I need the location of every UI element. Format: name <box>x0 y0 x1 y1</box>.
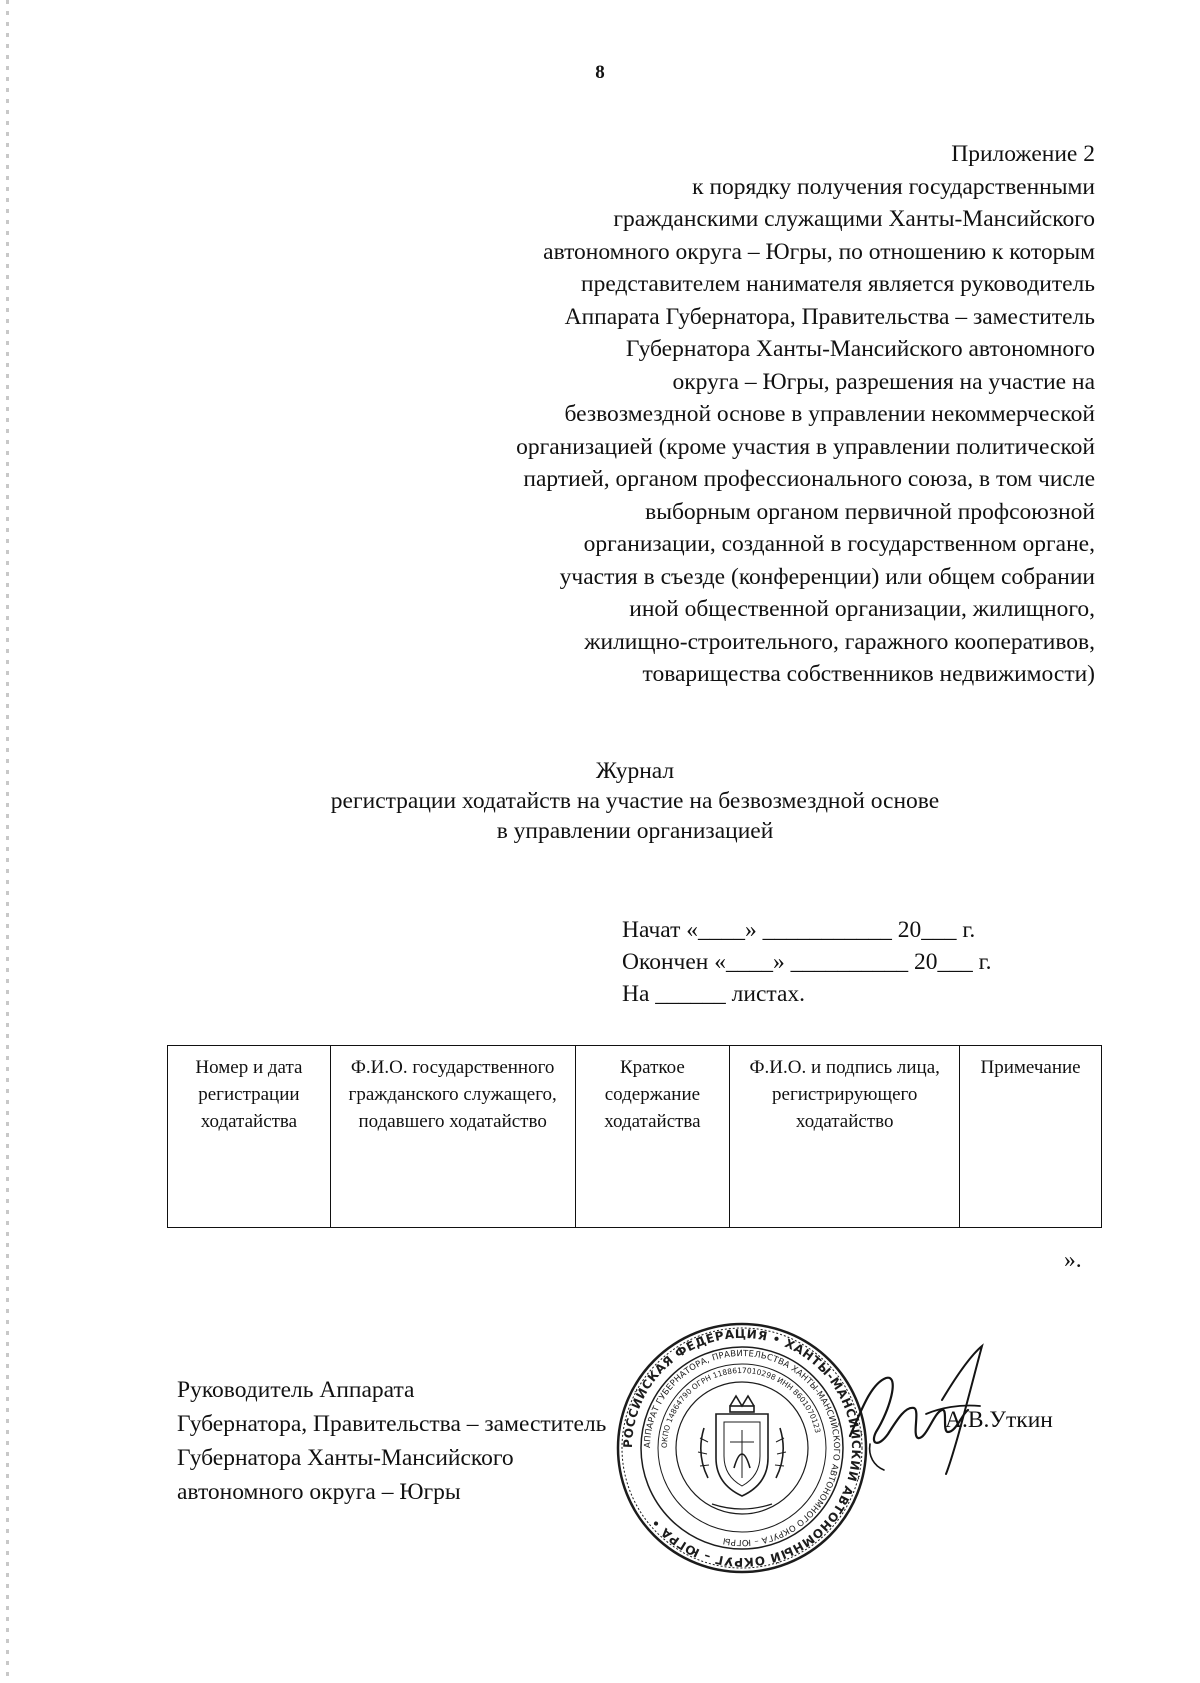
appendix-line: безвозмездной основе в управлении некоммерческой <box>564 401 1095 427</box>
appendix-line: партией, органом профессионального союза, в том числе <box>523 466 1095 492</box>
appendix-line: к порядку получения государственными <box>692 173 1095 200</box>
table-header-row <box>168 1046 1102 1228</box>
title-line: в управлении организацией <box>496 818 774 844</box>
appendix-line: иной общественной организации, жилищного, <box>629 596 1095 622</box>
page-number: 8 <box>595 62 605 83</box>
column-header: Краткое содержание ходатайства <box>575 1046 730 1228</box>
column-header: Примечание <box>960 1046 1102 1228</box>
coat-of-arms-icon <box>698 1396 786 1509</box>
column-header: Ф.И.О. и подпись лица, регистрирующего ходатайство <box>730 1046 960 1228</box>
appendix-line: выборным органом первичной профсоюзной <box>645 498 1095 525</box>
seal-inner-text: ОКПО 14864790 ОГРН 1188617010298 ИНН 8601070123 <box>659 1365 823 1449</box>
appendix-header <box>516 138 1095 691</box>
signatory-line: автономного округа – Югры <box>177 1479 461 1505</box>
appendix-line: участия в съезде (конференции) или общем собрании <box>559 563 1095 590</box>
journal-meta <box>622 914 991 1010</box>
signatory-line: Губернатора, Правительства – заместитель <box>177 1411 607 1437</box>
column-header: Номер и дата регистрации ходатайства <box>168 1046 331 1228</box>
seal-outer-text: РОССИЙСКАЯ ФЕДЕРАЦИЯ • ХАНТЫ-МАНСИЙСКИЙ АВТОНОМНЫЙ ОКРУГ – ЮГРА • <box>620 1326 864 1570</box>
column-header: Ф.И.О. государственного гражданского служащего, подавшего ходатайство <box>330 1046 575 1228</box>
appendix-line: представителем нанимателя является руководитель <box>581 271 1095 297</box>
appendix-line: жилищно-строительного, гаражного кооперативов, <box>584 628 1095 655</box>
title-line: регистрации ходатайств на участие на безвозмездной основе <box>330 788 940 814</box>
closing-quote-mark: ». <box>1064 1247 1082 1273</box>
registration-table <box>167 1045 1102 1228</box>
appendix-line: товарищества собственников недвижимости) <box>642 661 1095 687</box>
appendix-line: гражданскими служащими Ханты-Мансийского <box>613 206 1095 232</box>
journal-sheets: На ______ листах. <box>622 981 805 1007</box>
signatory-line: Руководитель Аппарата <box>177 1377 415 1403</box>
journal-started: Начат «____» ___________ 20___ г. <box>622 917 976 943</box>
appendix-line: Губернатора Ханты-Мансийского автономного <box>625 336 1095 362</box>
signer-name: А.В.Уткин <box>945 1407 1053 1433</box>
appendix-line: автономного округа – Югры, по отношению к которым <box>543 238 1095 265</box>
appendix-line: организацией (кроме участия в управлении политической <box>516 433 1095 460</box>
appendix-line: Аппарата Губернатора, Правительства – заместитель <box>564 303 1095 330</box>
seal-middle-text: АППАРАТ ГУБЕРНАТОРА, ПРАВИТЕЛЬСТВА ХАНТЫ-МАНСИЙСКОГО АВТОНОМНОГО ОКРУГА – ЮГРЫ <box>642 1348 842 1548</box>
appendix-line: Приложение 2 <box>951 141 1095 167</box>
signatory-title <box>177 1373 606 1509</box>
handwritten-signature <box>830 1340 1010 1480</box>
signatory-line: Губернатора Ханты-Мансийского <box>177 1445 514 1471</box>
journal-ended: Окончен «____» __________ 20___ г. <box>622 949 992 975</box>
appendix-line: округа – Югры, разрешения на участие на <box>672 368 1095 395</box>
document-title <box>0 756 1200 846</box>
title-line: Журнал <box>595 758 675 784</box>
appendix-line: организации, созданной в государственном органе, <box>583 531 1095 557</box>
